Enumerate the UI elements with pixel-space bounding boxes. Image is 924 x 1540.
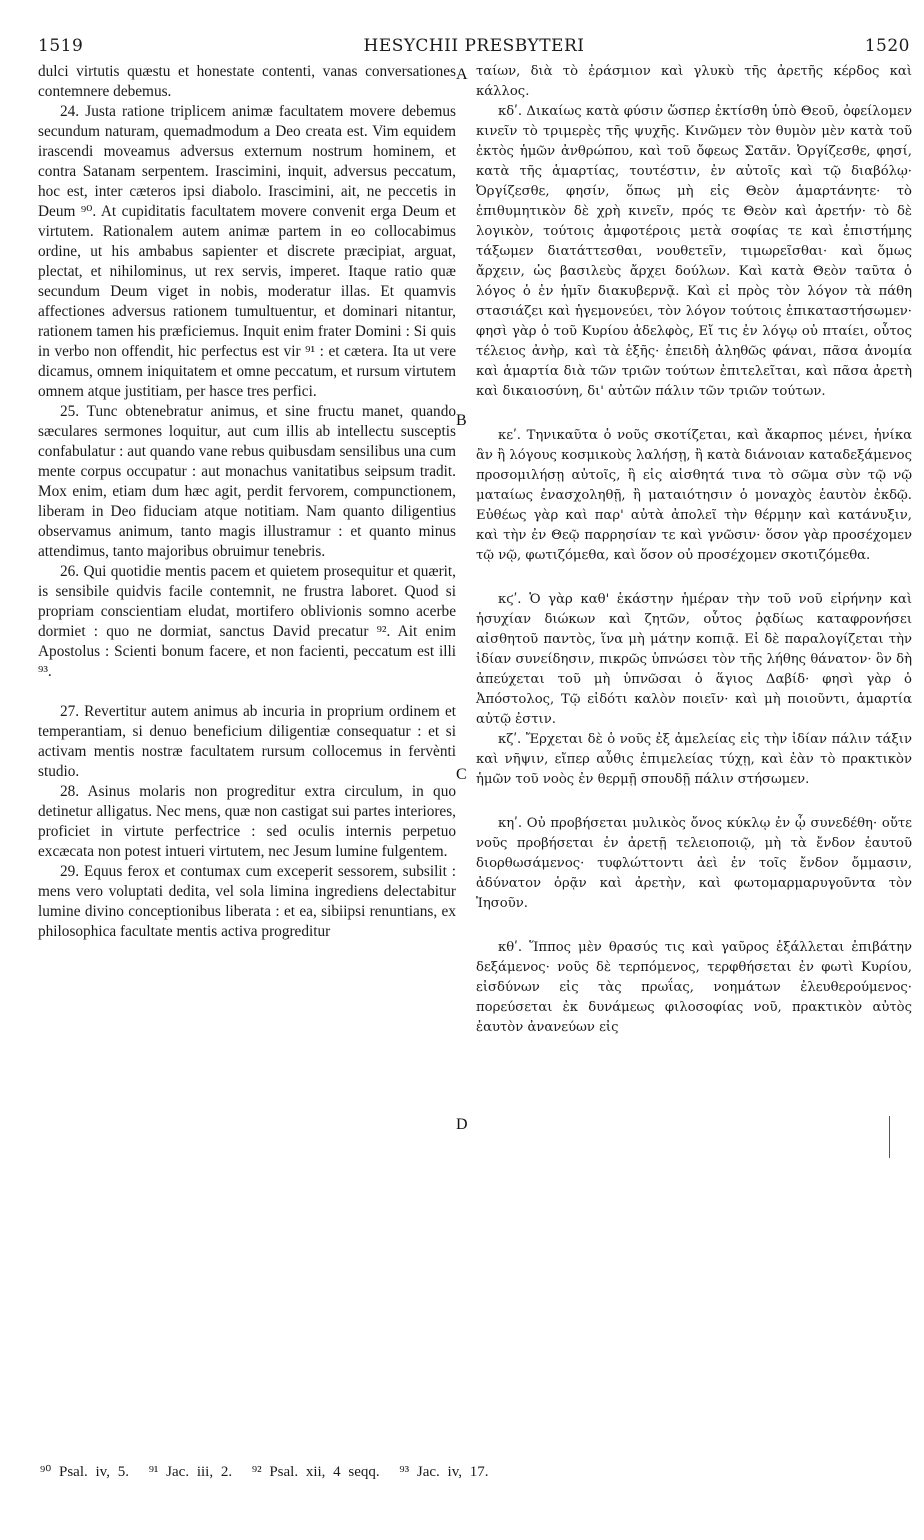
margin-letter-b: B [456, 412, 467, 429]
margin-letter-c: C [456, 766, 467, 783]
footnote-93: ⁹³ Jac. iv, 17. [399, 1464, 489, 1480]
running-header [38, 30, 910, 60]
latin-paragraph-0: dulci virtutis quæstu et honestate contenti, vanas conversationes contemnere debemus. [38, 63, 456, 100]
margin-letter-d: D [456, 1116, 468, 1133]
latin-paragraph-25: 25. Tunc obtenebratur animus, et sine fructu manet, quando sæculares sermones loquitur, aut cum illis ab intellectu susceptis confabulatur : aut quando vane rebus quibusdam sensilibus una cum mente corpus occupatur : aut monachus vanitatibus seipsum tradit. Mox enim, etiam dum hæc agit, perdit fervorem, compunctionem, liberam in Deo fiduciam atque notitiam. Nam quanto diligentius observamus animum, tanto magis illustramur : et quanto minus attendimus, tanto majoribus obruimur tenebris. [38, 403, 456, 560]
footnote-90: ⁹⁰ Psal. iv, 5. [40, 1464, 129, 1480]
greek-paragraph-26: κϛʹ. Ὁ γὰρ καθ' ἑκάστην ἡμέραν τὴν τοῦ νοῦ εἰρήνην καὶ ἡσυχίαν διώκων καὶ ζητῶν, οὗτος ῥᾳδίως καταφρονήσει αἰσθητοῦ παντὸς, ἵνα μὴ μάτην κοπιᾷ. Εἰ δὲ παραλογίζεται τὴν ἰδίαν συνείδησιν, πικρῶς ὑπνώσει τὸν τῆς λήθης θάνατον· ὃν δὴ ἀπεύχεται τοῦ μὴ ὑπνῶσαι ὁ ἅγιος Δαβίδ· φησὶ γὰρ ὁ Ἀπόστολος, Τῷ εἰδότι καλὸν ποιεῖν· καὶ μὴ ποιοῦντι, ἁμαρτία αὐτῷ ἐστιν. [476, 592, 912, 727]
latin-column [38, 62, 456, 942]
greek-column [476, 62, 912, 1038]
footnote-91: ⁹¹ Jac. iii, 2. [148, 1464, 233, 1480]
margin-rule [889, 1116, 890, 1158]
greek-paragraph-0: ταίων, διὰ τὸ ἐράσμιον καὶ γλυκὺ τῆς ἀρετῆς κέρδος καὶ κάλλος. [476, 64, 912, 99]
page-number-right: 1520 [864, 36, 910, 56]
margin-letter-a: A [456, 66, 468, 83]
latin-paragraph-27: 27. Revertitur autem animus ab incuria in proprium ordinem et temperantiam, si denuo beneficium diligentiæ consequatur : et si activam mentis nostræ facultatem rursum collocemus in fervènti studio. [38, 703, 456, 780]
latin-paragraph-28: 28. Asinus molaris non progreditur extra circulum, in quo detinetur alligatus. Nec mens, quæ non castigat sui partes interiores, proficiet in virtute perfectrice : sed oculis internis perpetuo excæcata non potest intueri virtutem, nec Jesum lumine fulgentem. [38, 783, 456, 860]
footnotes [40, 1462, 910, 1481]
running-title: HESYCHII PRESBYTERI [363, 36, 585, 56]
greek-paragraph-24: κδʹ. Δικαίως κατὰ φύσιν ὥσπερ ἐκτίσθη ὑπὸ Θεοῦ, ὀφείλομεν κινεῖν τὸ τριμερὲς τῆς ψυχῆς. Κινῶμεν τὸν θυμὸν μὲν κατὰ τοῦ ἐκτὸς ἡμῶν ἀνθρώπου, καὶ τοῦ ὄφεως Σατᾶν. Ὀργίζεσθε, φησί, κατὰ τῆς ἁμαρτίας, τουτέστιν, ἐν αὐτοῖς καὶ τῷ διαβόλῳ· Ὀργίζεσθε, φησίν, ὅπως μὴ εἰς Θεὸν ἁμαρτάνητε· τὸ ἐπιθυμητικὸν δὲ χρὴ κινεῖν, πρός τε Θεὸν καὶ ἀρετήν· τὸ δὲ λογικὸν, τούτοις ἀμφοτέροις μετὰ σοφίας τε καὶ ἐπιστήμης τάξωμεν διατάττεσθαι, νουθετεῖν, τιμωρεῖσθαι· καὶ ὅμως ἄρχειν, ὡς βασιλεὺς ἄρχει δούλων. Καὶ κατὰ Θεὸν ταῦτα ὁ λόγος ὁ ἐν ἡμῖν διακυβερνᾷ. Καὶ εἰ πρὸς τὸν λόγον τὰ πάθη στασιάζει καὶ ἡγεμονεύει, τὸν λόγον τούτοις ἐπικαταστήσωμεν· φησὶ γὰρ ὁ τοῦ Κυρίου ἀδελφὸς, Εἴ τις ἐν λόγῳ οὐ πταίει, οὗτος τέλειος ἀνὴρ, καὶ τὰ ἑξῆς· ἐπειδὴ ἀληθῶς φάναι, πᾶσα ἀνομία καὶ ἁμαρτία διὰ τῶν τριῶν τούτων ἐπιτελεῖται, καὶ πᾶσα ἀρετὴ καὶ δικαιοσύνη, δι' αὐτῶν πάλιν τῶν τριῶν τούτων. [476, 104, 912, 399]
footnote-92: ⁹² Psal. xii, 4 seqq. [251, 1464, 380, 1480]
page-number-left: 1519 [38, 36, 84, 56]
latin-paragraph-24: 24. Justa ratione triplicem animæ facultatem movere debemus secundum naturam, quemadmodum a Deo creata est. Vim equidem irascendi moveamus adversus externum nostrum hominem, et contra Satanam serpentem. Irascimini, inquit, adversus peccatum, hoc est, inter cæteros ipsi diabolo. Irascimini, ait, ne peccetis in Deum ⁹⁰. At cupiditatis facultatem movere convenit erga Deum et virtutem. Rationalem autem animæ partem in eo collocabimus ordine, ut his ambabus sapienter et discrete præcipiat, arguat, plectat, et nihilominus, ut rex servis, imperet. Itaque ratio quæ secundum Deum viget in nobis, moderatur illas. Et quamvis affectiones adversus rationem tumultuentur, et dominari nitantur, rationem tamen his præficiemus. Inquit enim frater Domini : Si quis in verbo non offendit, hic perfectus est vir ⁹¹ : et cætera. Ita ut vere dicamus, omnem iniquitatem et omne peccatum, et rursum virtutem omnem atque justitiam, per hasce tres perfici. [38, 103, 456, 400]
latin-paragraph-29: 29. Equus ferox et contumax cum exceperit sessorem, subsilit : mens vero voluptati dedita, vel sola limina ingrediens delectabitur lumine divino conceptionibus liberata : et ea, sibiipsi renuntians, ex philosophica facultate mentis activa progreditur [38, 863, 456, 940]
greek-paragraph-27: κζʹ. Ἔρχεται δὲ ὁ νοῦς ἐξ ἀμελείας εἰς τὴν ἰδίαν πάλιν τάξιν καὶ νῆψιν, εἴπερ αὖθις ἐπιμελείας τύχῃ, καὶ ἐὰν τὸ πρακτικὸν ἡμῶν τοῦ νοὸς ἐν θερμῇ σπουδῇ πάλιν στήσωμεν. [476, 732, 912, 787]
greek-paragraph-25: κεʹ. Τηνικαῦτα ὁ νοῦς σκοτίζεται, καὶ ἄκαρπος μένει, ἡνίκα ἂν ἢ λόγους κοσμικοὺς λαλήσῃ, ἢ κατὰ διάνοιαν καταδεξάμενος προσομιλήσῃ αὐτοῖς, ἢ εἰς αἰσθητά τινα τὸ σῶμα σὺν τῷ νῷ ματαίως ἐνασχοληθῇ, ἢ ματαιότησιν ὁ μοναχὸς ἑαυτὸν ἐκδῷ. Εὐθέως γὰρ καὶ παρ' αὐτὰ ἀπολεῖ τὴν θέρμην καὶ κατάνυξιν, καὶ τὴν ἐν Θεῷ παρρησίαν τε καὶ γνῶσιν· ὅσον γὰρ προσέχομεν τῷ νῷ, φωτιζόμεθα, καὶ ὅσον οὐ προσέχομεν σκοτιζόμεθα. [476, 428, 912, 563]
greek-paragraph-28: κηʹ. Οὐ προβήσεται μυλικὸς ὄνος κύκλῳ ἐν ᾧ συνεδέθη· οὔτε νοῦς προβήσεται ἐν ἀρετῇ τελειοποιῷ, μὴ τὰ ἔνδον ἑαυτοῦ διορθωσάμενος· τυφλώττοντι ἀεὶ ἐν τοῖς ἔνδον ὄμμασιν, ἀδύνατον ὁρᾷν καὶ ἀρετὴν, καὶ φωτομαρμαρυγοῦντα τὸν Ἰησοῦν. [476, 816, 912, 911]
greek-paragraph-29: κθʹ. Ἵππος μὲν θρασύς τις καὶ γαῦρος ἐξάλλεται ἐπιβάτην δεξάμενος· νοῦς δὲ τερπόμενος, τερφθήσεται ἐν φωτὶ Κυρίου, εἰσδύνων εἰς τὰς πρωΐας, νοημάτων ἐλευθερούμενος· πορεύσεται ἐκ δυνάμεως φιλοσοφίας νοῦ, πρακτικὸν αὐτὸς ἑαυτὸν ἀνανεύων εἰς [476, 940, 912, 1035]
latin-paragraph-26: 26. Qui quotidie mentis pacem et quietem prosequitur et quærit, is sensibile quidvis facile contemnit, ne frustra laboret. Quod si propriam conscientiam eludat, mortifero oblivionis somno acerbe dormiet : quo ne dormiat, sanctus David precatur ⁹². Ait enim Apostolus : Scienti bonum facere, et non facienti, peccatum est illi ⁹³. [38, 563, 456, 680]
